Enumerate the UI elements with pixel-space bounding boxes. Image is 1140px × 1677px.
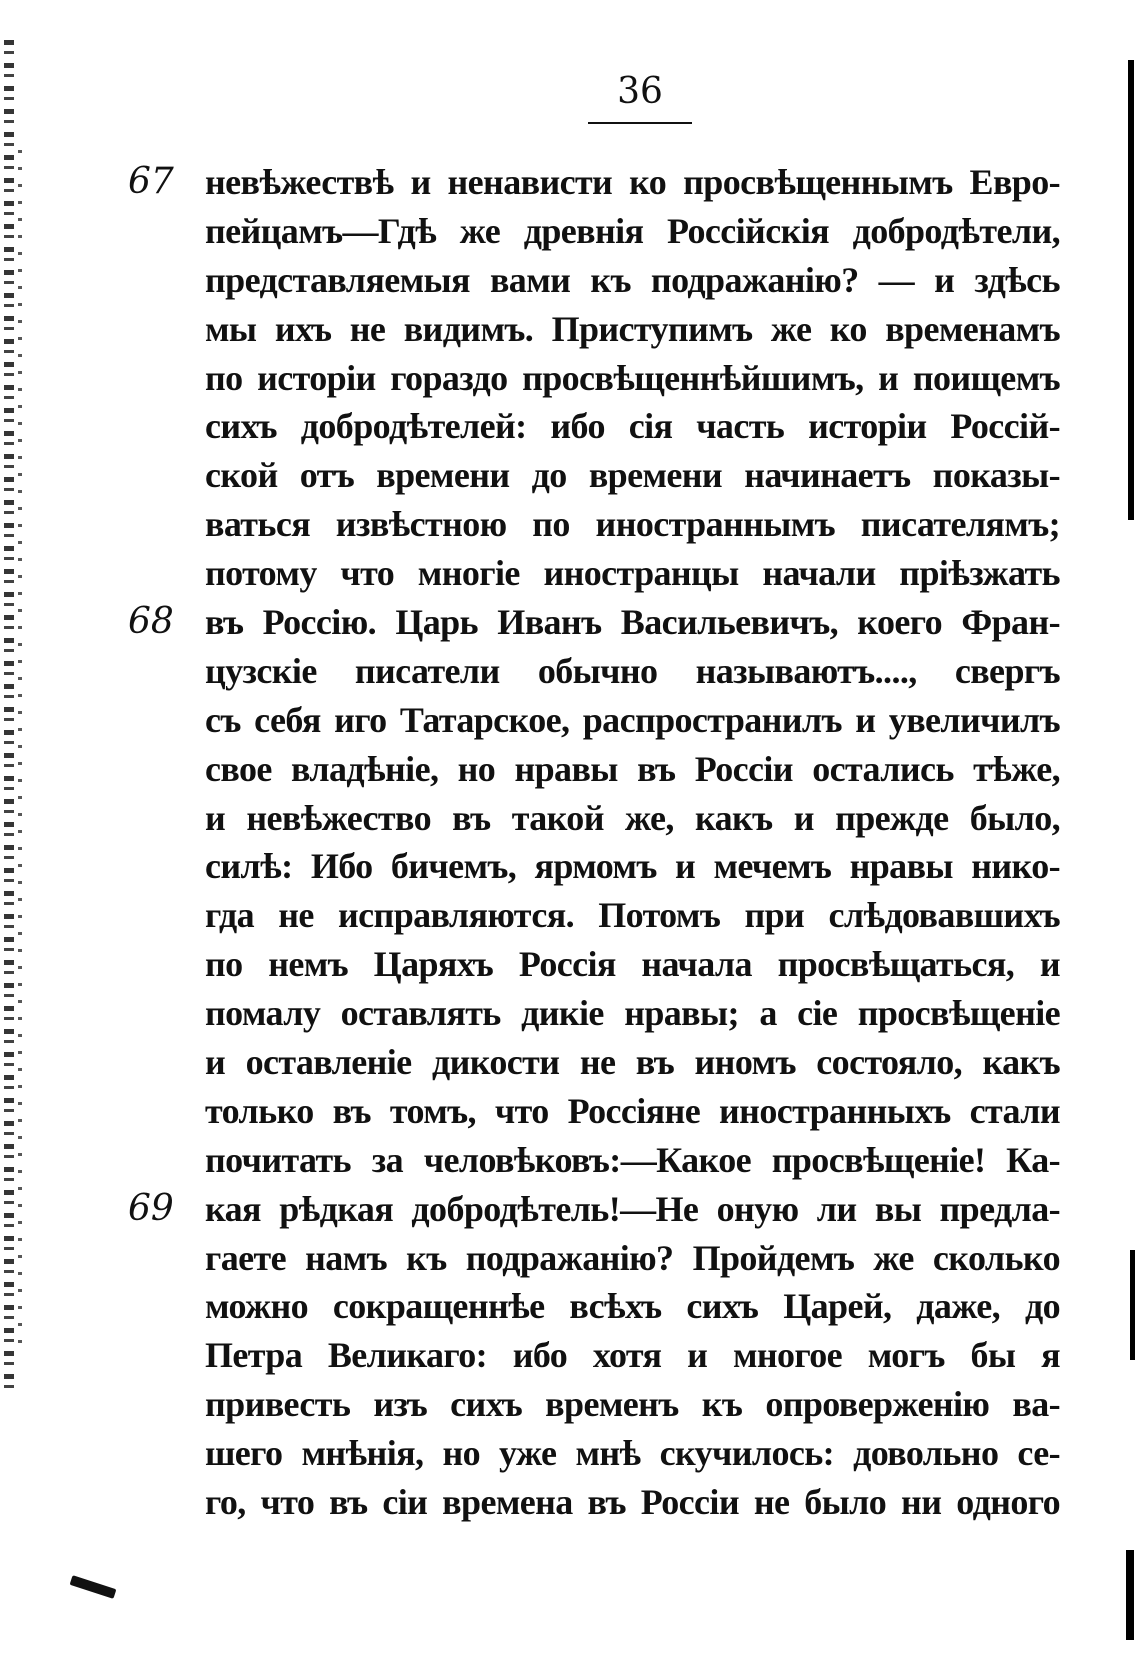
text-line: только въ томъ, что Россіяне иностранныхъ стали	[205, 1090, 1060, 1131]
body-text	[205, 158, 1060, 1527]
text-line: силѣ: Ибо бичемъ, ярмомъ и мечемъ нравы нико-	[205, 846, 1060, 887]
page-number: 36	[617, 71, 663, 112]
text-line: помалу оставлять дикіе нравы; а сіе просвѣщеніе	[205, 993, 1060, 1034]
text-line: сихъ добродѣтелей: ибо сія часть исторіи Россій-	[205, 406, 1060, 447]
margin-number-69: 69	[128, 1188, 174, 1229]
text-line: ской отъ времени до времени начинаетъ показы-	[205, 455, 1060, 496]
text-line: привесть изъ сихъ временъ къ опроверженію ва-	[205, 1384, 1060, 1425]
scan-edge-right-bottom	[1126, 1550, 1134, 1640]
text-line: потому что многіе иностранцы начали пріѣзжать	[205, 553, 1060, 594]
text-line: цузскіе писатели обычно называютъ...., свергъ	[205, 650, 1060, 691]
text-line: гаете намъ къ подражанію? Пройдемъ же сколько	[205, 1237, 1060, 1278]
text-line: почитать за человѣковъ:—Какое просвѣщеніе! Ка-	[205, 1139, 1060, 1180]
text-line: по исторіи гораздо просвѣщеннѣйшимъ, и поищемъ	[205, 357, 1060, 398]
text-line: можно сокращеннѣе всѣхъ сихъ Царей, даже, до	[205, 1286, 1060, 1327]
text-line: свое владѣніе, но нравы въ Россіи остались тѣже,	[205, 748, 1060, 789]
text-line: гда не исправляются. Потомъ при слѣдовавшихъ	[205, 895, 1060, 936]
text-line: ваться извѣстною по иностраннымъ писателямъ;	[205, 504, 1060, 545]
text-line: мы ихъ не видимъ. Приступимъ же ко временамъ	[205, 308, 1060, 349]
text-line: по немъ Царяхъ Россія начала просвѣщаться, и	[205, 944, 1060, 985]
text-line: го, что въ сіи времена въ Россіи не было ни одного	[205, 1482, 1060, 1523]
text-line: пейцамъ—Гдѣ же древнія Россійскія добродѣтели,	[205, 210, 1060, 251]
margin-number-67: 67	[128, 161, 174, 202]
text-line: невѣжествѣ и ненависти ко просвѣщеннымъ Евро-	[205, 162, 1060, 202]
scan-edge-left-inner	[18, 150, 22, 1350]
text-line: въ Россію. Царь Иванъ Васильевичъ, коего Фран-	[205, 602, 1060, 643]
text-line: съ себя иго Татарское, распространилъ и увеличилъ	[205, 699, 1060, 740]
text-line: представляемыя вами къ подражанію? — и здѣсь	[205, 259, 1060, 300]
text-line: и невѣжество въ такой же, какъ и прежде было,	[205, 797, 1060, 838]
scan-edge-right-top	[1128, 60, 1134, 520]
page-number-rule	[588, 122, 692, 124]
text-line: и оставленіе дикости не въ иномъ состояло, какъ	[205, 1042, 1060, 1083]
text-line: Петра Великаго: ибо хотя и многое могъ бы я	[205, 1335, 1060, 1376]
text-line: шего мнѣнія, но уже мнѣ скучилось: довольно се-	[205, 1433, 1060, 1474]
margin-number-68: 68	[128, 601, 174, 642]
text-line: кая рѣдкая добродѣтель!—Не оную ли вы предла-	[205, 1188, 1060, 1229]
scan-mark	[70, 1575, 117, 1599]
scan-edge-left	[4, 40, 14, 1390]
scan-edge-right-middle	[1130, 1250, 1135, 1360]
